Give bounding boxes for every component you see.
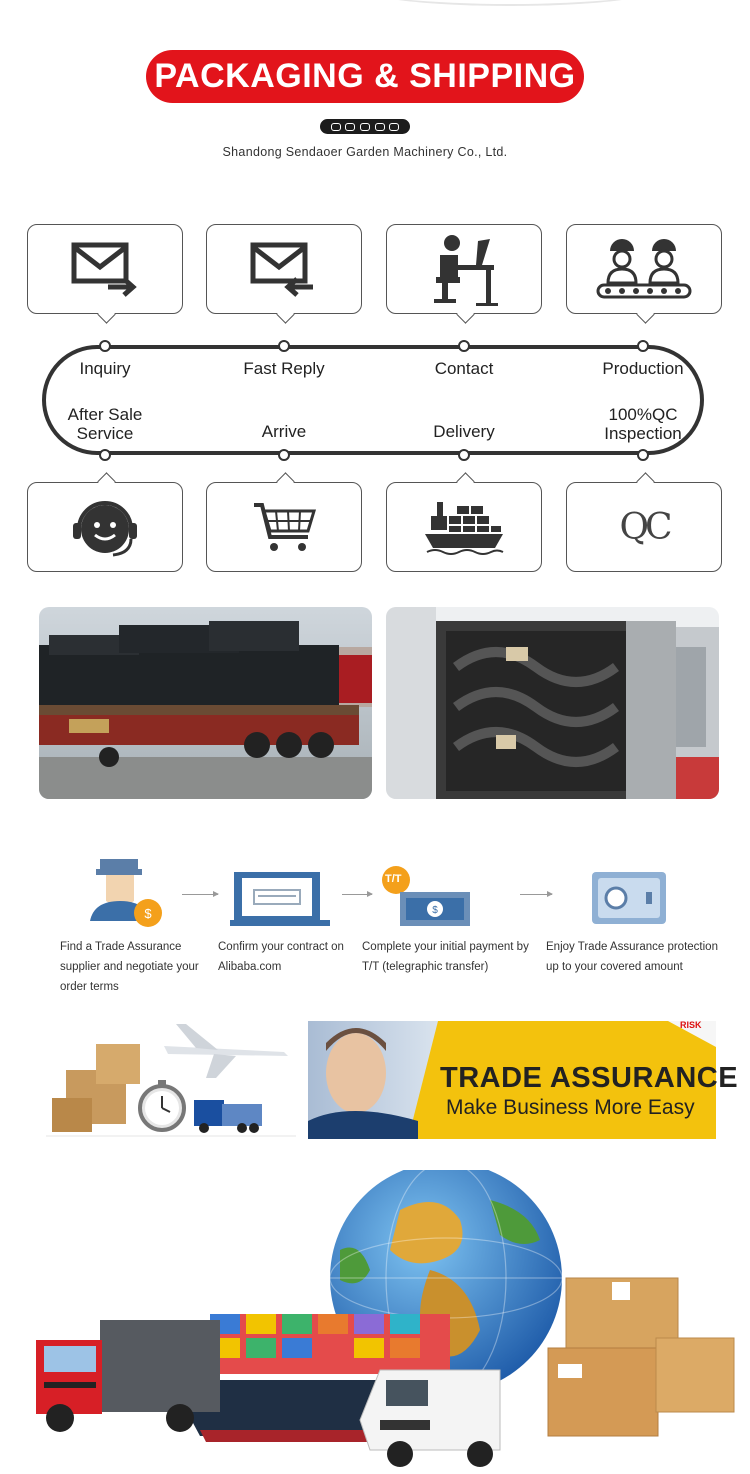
step-fast-reply: Fast Reply bbox=[243, 359, 325, 378]
inquiry-box bbox=[27, 224, 183, 314]
production-workers-icon bbox=[594, 235, 694, 303]
step-arrow-icon bbox=[342, 894, 372, 895]
process-node bbox=[637, 449, 649, 461]
process-node bbox=[458, 449, 470, 461]
qc-icon: QC bbox=[619, 506, 669, 548]
agent-icon bbox=[82, 855, 162, 935]
laptop-icon bbox=[230, 868, 330, 928]
safe-icon bbox=[590, 870, 668, 928]
tt-badge: T/T bbox=[385, 873, 402, 885]
container-loaded-photo bbox=[386, 607, 719, 799]
step-arrow-icon bbox=[520, 894, 552, 895]
page-title: PACKAGING & SHIPPING bbox=[146, 50, 584, 103]
process-node bbox=[278, 449, 290, 461]
qc-box bbox=[566, 482, 722, 572]
after-sale-box bbox=[27, 482, 183, 572]
risk-tag: RISK bbox=[680, 1020, 702, 1030]
step-after-sale: After Sale Service bbox=[67, 405, 143, 443]
step-contact: Contact bbox=[434, 359, 494, 378]
step-arrive: Arrive bbox=[261, 422, 307, 441]
headset-support-icon bbox=[69, 495, 141, 559]
svg-text:$: $ bbox=[432, 905, 438, 916]
truck-loaded-photo bbox=[39, 607, 372, 799]
step-delivery: Delivery bbox=[433, 422, 495, 441]
chain-divider-icon bbox=[320, 119, 410, 134]
global-shipping-illustration bbox=[0, 1170, 750, 1470]
production-box bbox=[566, 224, 722, 314]
step-arrow-icon bbox=[182, 894, 218, 895]
delivery-box bbox=[386, 482, 542, 572]
process-node bbox=[637, 340, 649, 352]
contact-box bbox=[386, 224, 542, 314]
shopping-cart-icon bbox=[250, 499, 318, 555]
reply-mail-icon bbox=[249, 239, 319, 299]
trade-step-2-text: Confirm your contract on Alibaba.com bbox=[218, 941, 344, 973]
step-production: Production bbox=[602, 359, 684, 378]
step-qc-inspection: 100%QC Inspection bbox=[604, 405, 682, 443]
banner-title: TRADE ASSURANCE bbox=[440, 1062, 739, 1094]
decorative-arc bbox=[360, 0, 660, 6]
trade-step-1-text: Find a Trade Assurance supplier and negotiate your order terms bbox=[60, 941, 199, 993]
svg-text:$: $ bbox=[144, 906, 152, 921]
process-node bbox=[99, 449, 111, 461]
trade-step-3-text: Complete your initial payment by T/T (telegraphic transfer) bbox=[362, 941, 529, 973]
trade-step-4-text: Enjoy Trade Assurance protection up to your covered amount bbox=[546, 941, 718, 973]
contact-desk-icon bbox=[428, 231, 500, 307]
process-node bbox=[278, 340, 290, 352]
inquiry-mail-icon bbox=[70, 239, 140, 299]
step-inquiry: Inquiry bbox=[79, 359, 131, 378]
company-name: Shandong Sendaoer Garden Machinery Co., Ltd. bbox=[222, 145, 508, 159]
arrive-box bbox=[206, 482, 362, 572]
process-node bbox=[99, 340, 111, 352]
fast-reply-box bbox=[206, 224, 362, 314]
process-node bbox=[458, 340, 470, 352]
banner-subtitle: Make Business More Easy bbox=[446, 1096, 695, 1119]
logistics-illustration bbox=[46, 1008, 296, 1150]
cargo-ship-icon bbox=[423, 498, 505, 556]
